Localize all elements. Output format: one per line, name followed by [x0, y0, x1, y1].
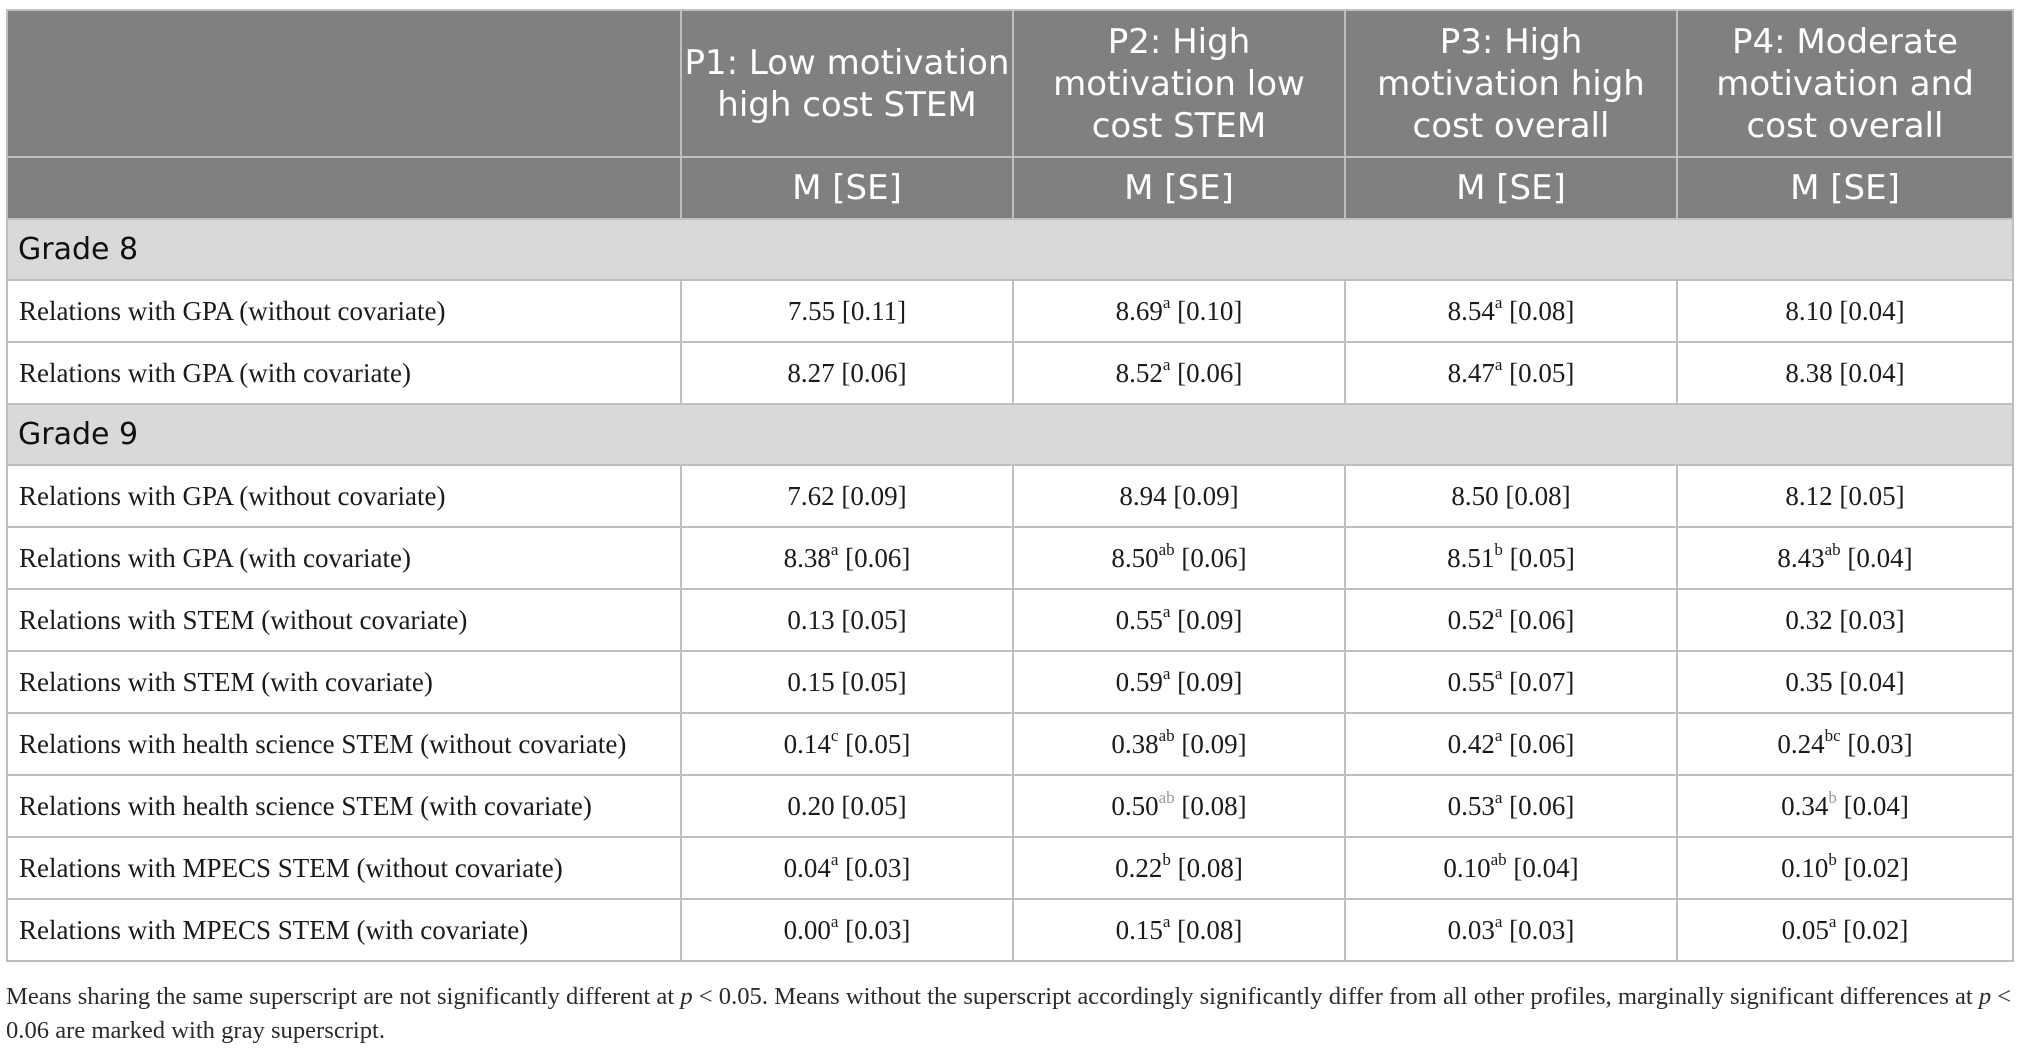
- cell-standard-error: [0.04]: [1839, 666, 1905, 697]
- cell-superscript: a: [1494, 292, 1503, 312]
- header-p3: P3: High motivation high cost overall: [1345, 10, 1677, 157]
- cell-superscript: a: [1494, 354, 1503, 374]
- table-cell: [1677, 589, 2013, 651]
- row-label: Relations with GPA (without covariate): [7, 465, 681, 527]
- table-cell: [681, 713, 1013, 775]
- cell-mean: 8.50: [1111, 542, 1159, 573]
- cell-mean: 8.38: [783, 542, 831, 573]
- cell-standard-error: [0.03]: [845, 852, 911, 883]
- table-row: [7, 713, 2013, 775]
- cell-superscript: a: [1494, 911, 1503, 931]
- table-cell: [1345, 527, 1677, 589]
- cell-mean: 0.50: [1111, 790, 1159, 821]
- table-row: [7, 775, 2013, 837]
- table-cell: [1345, 899, 1677, 961]
- cell-superscript: a: [830, 849, 839, 869]
- table-cell: [1345, 713, 1677, 775]
- row-label: Relations with MPECS STEM (with covariate): [7, 899, 681, 961]
- cell-mean: 0.52: [1447, 604, 1495, 635]
- cell-mean: 7.55: [787, 295, 836, 326]
- table-cell: [1013, 775, 1345, 837]
- cell-superscript: a: [1828, 911, 1837, 931]
- table-cell: [1677, 837, 2013, 899]
- cell-superscript: ab: [1490, 849, 1507, 869]
- cell-mean: 8.47: [1447, 357, 1495, 388]
- table-cell: [681, 527, 1013, 589]
- cell-mean: 8.43: [1777, 542, 1825, 573]
- cell-mean: 0.15: [787, 666, 835, 697]
- cell-standard-error: [0.09]: [1177, 666, 1243, 697]
- cell-mean: 0.32: [1785, 604, 1833, 635]
- table-cell: [1345, 837, 1677, 899]
- table-cell: [681, 899, 1013, 961]
- row-label: Relations with health science STEM (without covariate): [7, 713, 681, 775]
- table-cell: [1345, 775, 1677, 837]
- cell-superscript: a: [1162, 292, 1171, 312]
- cell-standard-error: [0.06]: [1509, 728, 1575, 759]
- cell-superscript: a: [1494, 601, 1503, 621]
- cell-mean: 0.42: [1447, 728, 1495, 759]
- cell-mean: 0.24: [1777, 728, 1825, 759]
- cell-standard-error: [0.04]: [1843, 790, 1909, 821]
- cell-standard-error: [0.04]: [1839, 295, 1905, 326]
- cell-standard-error: [0.02]: [1843, 914, 1909, 945]
- results-table: [6, 9, 2014, 962]
- cell-standard-error: [0.09]: [1177, 604, 1243, 635]
- cell-standard-error: [0.04]: [1513, 852, 1579, 883]
- cell-superscript: ab: [1158, 539, 1175, 559]
- cell-superscript: a: [1162, 354, 1171, 374]
- cell-standard-error: [0.06]: [1509, 604, 1575, 635]
- cell-mean: 8.52: [1115, 357, 1163, 388]
- section-row: [7, 404, 2013, 465]
- cell-mean: 0.14: [783, 728, 831, 759]
- cell-superscript: a: [1494, 725, 1503, 745]
- cell-superscript: ab: [1158, 725, 1175, 745]
- header-empty-cell: [7, 10, 681, 157]
- cell-standard-error: [0.07]: [1509, 666, 1575, 697]
- cell-standard-error: [0.11]: [841, 295, 907, 326]
- row-label: Relations with GPA (with covariate): [7, 527, 681, 589]
- cell-mean: 8.12: [1785, 480, 1833, 511]
- table-cell: [681, 465, 1013, 527]
- cell-superscript: ab: [1824, 539, 1841, 559]
- table-cell: [1345, 589, 1677, 651]
- cell-standard-error: [0.09]: [841, 480, 907, 511]
- table-cell: [1013, 713, 1345, 775]
- cell-superscript: ab: [1158, 787, 1175, 807]
- cell-mean: 0.22: [1115, 852, 1163, 883]
- cell-superscript: a: [1162, 911, 1171, 931]
- cell-superscript: b: [1494, 539, 1503, 559]
- cell-standard-error: [0.06]: [841, 357, 907, 388]
- row-label: Relations with MPECS STEM (without covariate): [7, 837, 681, 899]
- cell-standard-error: [0.08]: [1509, 295, 1575, 326]
- subheader-empty-cell: [7, 157, 681, 219]
- table-row: [7, 527, 2013, 589]
- cell-superscript: c: [830, 725, 839, 745]
- cell-standard-error: [0.06]: [1509, 790, 1575, 821]
- cell-superscript: a: [1494, 663, 1503, 683]
- cell-standard-error: [0.05]: [845, 728, 911, 759]
- table-row: [7, 651, 2013, 713]
- cell-standard-error: [0.05]: [1509, 357, 1575, 388]
- cell-superscript: a: [830, 911, 839, 931]
- cell-mean: 0.13: [787, 604, 835, 635]
- table-cell: [1677, 651, 2013, 713]
- footnote-p-symbol-1: p: [680, 983, 693, 1010]
- cell-standard-error: [0.08]: [1177, 914, 1243, 945]
- footnote-text-1: Means sharing the same superscript are not significantly different at: [6, 983, 681, 1010]
- table-cell: [1013, 589, 1345, 651]
- cell-standard-error: [0.06]: [845, 542, 911, 573]
- cell-standard-error: [0.03]: [1509, 914, 1575, 945]
- table-cell: [1345, 465, 1677, 527]
- cell-standard-error: [0.08]: [1505, 480, 1571, 511]
- table-cell: [1013, 651, 1345, 713]
- cell-mean: 0.00: [783, 914, 831, 945]
- table-cell: [1677, 775, 2013, 837]
- subheader-p2: M [SE]: [1013, 157, 1345, 219]
- cell-mean: 0.59: [1115, 666, 1163, 697]
- table-cell: [1013, 280, 1345, 342]
- cell-mean: 0.55: [1115, 604, 1163, 635]
- cell-standard-error: [0.03]: [1839, 604, 1905, 635]
- table-cell: [1013, 465, 1345, 527]
- cell-mean: 8.69: [1115, 295, 1163, 326]
- cell-standard-error: [0.09]: [1181, 728, 1247, 759]
- cell-superscript: b: [1828, 849, 1837, 869]
- cell-mean: 8.51: [1447, 542, 1495, 573]
- cell-standard-error: [0.03]: [845, 914, 911, 945]
- cell-standard-error: [0.05]: [1839, 480, 1905, 511]
- table-cell: [1677, 465, 2013, 527]
- table-footnote: [6, 980, 2014, 1048]
- cell-standard-error: [0.06]: [1181, 542, 1247, 573]
- table-cell: [681, 589, 1013, 651]
- table-cell: [1345, 651, 1677, 713]
- table-body: [7, 219, 2013, 961]
- cell-standard-error: [0.05]: [841, 666, 907, 697]
- table-cell: [1013, 899, 1345, 961]
- table-cell: [1677, 899, 2013, 961]
- cell-mean: 0.10: [1443, 852, 1491, 883]
- cell-standard-error: [0.02]: [1843, 852, 1909, 883]
- header-row-statistic: [7, 157, 2013, 219]
- section-row: [7, 219, 2013, 280]
- table-row: [7, 465, 2013, 527]
- table-cell: [1013, 837, 1345, 899]
- cell-superscript: a: [830, 539, 839, 559]
- row-label: Relations with STEM (without covariate): [7, 589, 681, 651]
- table-cell: [1345, 280, 1677, 342]
- table-cell: [1013, 342, 1345, 404]
- cell-mean: 0.38: [1111, 728, 1159, 759]
- cell-mean: 0.20: [787, 790, 835, 821]
- table-cell: [681, 280, 1013, 342]
- table-row: [7, 589, 2013, 651]
- cell-mean: 8.10: [1785, 295, 1833, 326]
- cell-superscript: a: [1494, 787, 1503, 807]
- cell-superscript: a: [1162, 663, 1171, 683]
- cell-superscript: b: [1162, 849, 1171, 869]
- cell-mean: 0.10: [1781, 852, 1829, 883]
- cell-standard-error: [0.10]: [1177, 295, 1243, 326]
- cell-mean: 8.27: [787, 357, 835, 388]
- table-row: [7, 899, 2013, 961]
- footnote-p-symbol-2: p: [1978, 983, 1992, 1010]
- table-cell: [1677, 527, 2013, 589]
- cell-mean: 0.34: [1781, 790, 1829, 821]
- table-row: [7, 342, 2013, 404]
- cell-standard-error: [0.09]: [1173, 480, 1239, 511]
- cell-standard-error: [0.05]: [841, 790, 907, 821]
- table-row: [7, 280, 2013, 342]
- cell-mean: 0.04: [783, 852, 831, 883]
- section-title: Grade 9: [7, 404, 2013, 465]
- row-label: Relations with health science STEM (with covariate): [7, 775, 681, 837]
- cell-standard-error: [0.03]: [1847, 728, 1913, 759]
- cell-standard-error: [0.06]: [1177, 357, 1243, 388]
- header-row-profiles: [7, 10, 2013, 157]
- cell-mean: 0.35: [1785, 666, 1833, 697]
- cell-superscript: a: [1162, 601, 1171, 621]
- cell-standard-error: [0.05]: [1509, 542, 1575, 573]
- section-title: Grade 8: [7, 219, 2013, 280]
- cell-mean: 8.54: [1447, 295, 1495, 326]
- footnote-text-3: < 0.06 are marked with gray superscript.: [6, 983, 2012, 1044]
- cell-mean: 8.38: [1785, 357, 1833, 388]
- cell-mean: 0.03: [1447, 914, 1495, 945]
- cell-standard-error: [0.04]: [1847, 542, 1913, 573]
- table-cell: [681, 775, 1013, 837]
- table-cell: [681, 651, 1013, 713]
- cell-standard-error: [0.08]: [1177, 852, 1243, 883]
- table-cell: [681, 342, 1013, 404]
- row-label: Relations with GPA (with covariate): [7, 342, 681, 404]
- subheader-p3: M [SE]: [1345, 157, 1677, 219]
- table-cell: [1013, 527, 1345, 589]
- cell-superscript: b: [1828, 787, 1837, 807]
- table-header: [7, 10, 2013, 219]
- header-p1: P1: Low motivation high cost STEM: [681, 10, 1013, 157]
- table-cell: [1677, 342, 2013, 404]
- cell-mean: 0.53: [1447, 790, 1495, 821]
- cell-mean: 0.05: [1781, 914, 1829, 945]
- table-cell: [1677, 713, 2013, 775]
- table-cell: [1677, 280, 2013, 342]
- subheader-p1: M [SE]: [681, 157, 1013, 219]
- row-label: Relations with STEM (with covariate): [7, 651, 681, 713]
- cell-mean: 0.55: [1447, 666, 1495, 697]
- cell-mean: 0.15: [1115, 914, 1163, 945]
- cell-standard-error: [0.04]: [1839, 357, 1905, 388]
- table-cell: [1345, 342, 1677, 404]
- header-p2: P2: High motivation low cost STEM: [1013, 10, 1345, 157]
- cell-mean: 7.62: [787, 480, 835, 511]
- subheader-p4: M [SE]: [1677, 157, 2013, 219]
- cell-standard-error: [0.05]: [841, 604, 907, 635]
- cell-superscript: bc: [1824, 725, 1841, 745]
- cell-mean: 8.50: [1451, 480, 1499, 511]
- table-cell: [681, 837, 1013, 899]
- footnote-text-2: < 0.05. Means without the superscript accordingly significantly differ from all other profiles, marginally significant differences at: [692, 983, 1979, 1010]
- cell-standard-error: [0.08]: [1181, 790, 1247, 821]
- row-label: Relations with GPA (without covariate): [7, 280, 681, 342]
- header-p4: P4: Moderate motivation and cost overall: [1677, 10, 2013, 157]
- table-row: [7, 837, 2013, 899]
- cell-mean: 8.94: [1119, 480, 1167, 511]
